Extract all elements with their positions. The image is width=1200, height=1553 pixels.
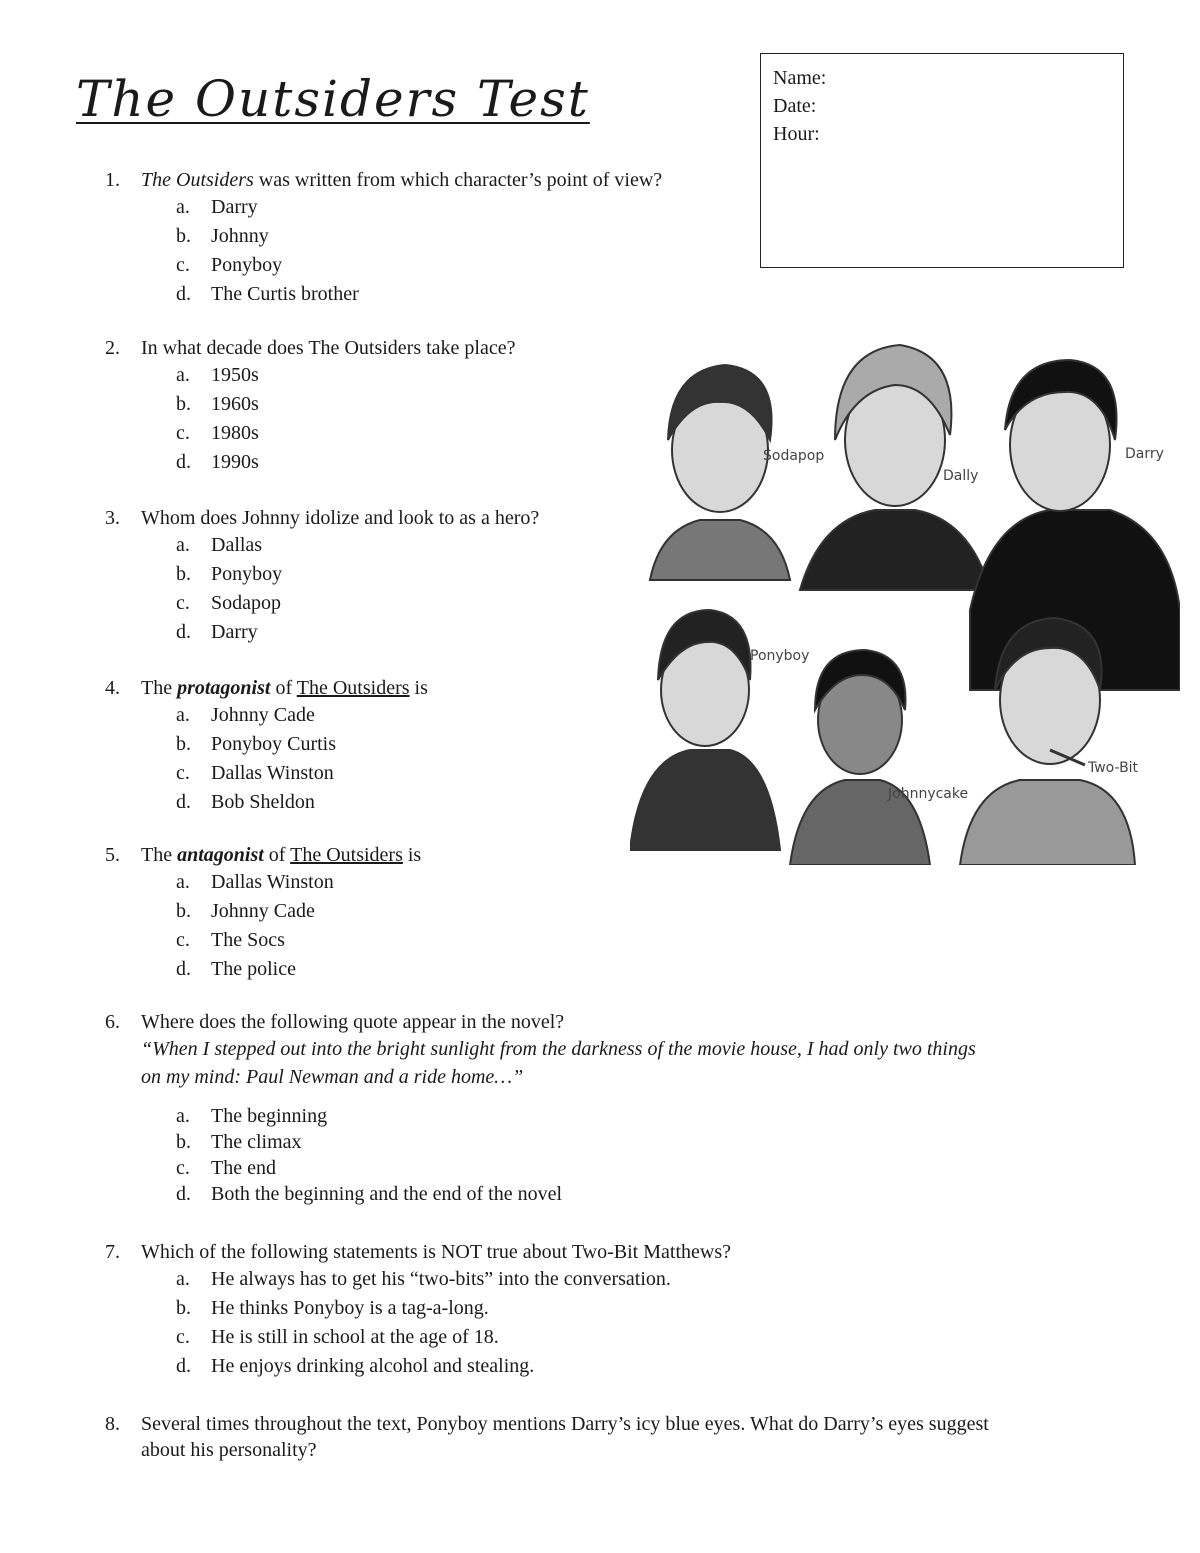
hour-label: Hour: [773,123,820,145]
answer-option: d. Darry [176,621,258,643]
answer-option: a. Johnny Cade [176,704,315,726]
question-5: 5. The antagonist of The Outsiders is a. Dallas Winston b. Johnny Cade c. The Socs d. The police [105,842,421,984]
answer-option: c. Ponyboy [176,254,283,276]
answer-option: a. The beginning [176,1105,328,1127]
answer-option: b. Johnny Cade [176,900,315,922]
question-2: 2. In what decade does The Outsiders take place? a. 1950s b. 1960s c. 1980s d. 1990s [105,335,515,477]
answer-option: a. Dallas [176,534,263,556]
label-johnnycake: Johnnycake [888,786,969,802]
answer-option: c. He is still in school at the age of 18. [176,1326,499,1348]
answer-option: a. Darry [176,196,258,218]
answer-option: d. Both the beginning and the end of the novel [176,1183,563,1205]
label-dally: Dally [943,468,979,484]
question-7: 7. Which of the following statements is NOT true about Two-Bit Matthews? a. He always has to get his “two-bits” into the conversation. b. He thinks Ponyboy is a tag-a-long. c. He is still in school at the age of 18. d. He enjoys drinking alcohol and stealing. [105,1239,731,1381]
date-label: Date: [773,95,817,117]
answer-option: b. Johnny [176,225,269,247]
answer-option: d. The police [176,958,296,980]
answer-option: b. The climax [176,1131,302,1153]
answer-option: c. Sodapop [176,592,281,614]
label-ponyboy: Ponyboy [750,648,810,664]
johnnycake-portrait [790,650,930,865]
answer-option: d. The Curtis brother [176,283,359,305]
quote-line-2: on my mind: Paul Newman and a ride home…” [141,1066,524,1088]
answer-option: c. Dallas Winston [176,762,334,784]
answer-option: d. 1990s [176,451,259,473]
question-6: 6. Where does the following quote appear in the novel? “When I stepped out into the bright sunlight from the darkness of the movie house, I had only two things on my mind: Paul Newman and a ride home…” a. The beginning b. The climax c. The end d. Both the beginning and the end of the novel [105,1011,976,1205]
name-label: Name: [773,67,827,89]
answer-option: b. 1960s [176,393,259,415]
answer-option: c. The end [176,1157,276,1179]
answer-option: a. He always has to get his “two-bits” into the conversation. [176,1268,671,1290]
label-darry: Darry [1125,446,1164,462]
answer-option: b. Ponyboy Curtis [176,733,337,755]
question-1: 1. The Outsiders was written from which character’s point of view? a. Darry b. Johnny c. Ponyboy d. The Curtis brother [105,167,662,309]
answer-option: d. He enjoys drinking alcohol and stealing. [176,1355,535,1377]
student-info-box [760,53,1124,268]
answer-option: a. 1950s [176,364,259,386]
quote-line-1: “When I stepped out into the bright sunlight from the darkness of the movie house, I had only two things [141,1038,976,1060]
answer-option: b. He thinks Ponyboy is a tag-a-long. [176,1297,489,1319]
label-sodapop: Sodapop [763,448,825,464]
answer-option: c. 1980s [176,422,259,444]
answer-option: d. Bob Sheldon [176,791,315,813]
ponyboy-portrait [630,610,780,850]
answer-option: a. Dallas Winston [176,871,334,893]
label-two-bit: Two-Bit [1088,760,1139,776]
question-4: 4. The protagonist of The Outsiders is a. Johnny Cade b. Ponyboy Curtis c. Dallas Winston d. Bob Sheldon [105,675,428,817]
answer-option: c. The Socs [176,929,285,951]
page-title: The Outsiders Test [76,70,590,128]
character-illustration [630,330,1180,865]
sodapop-portrait [650,365,790,580]
question-8: 8. Several times throughout the text, Ponyboy mentions Darry’s icy blue eyes. What do Darry’s eyes suggest about his personality? [105,1413,989,1461]
answer-option: b. Ponyboy [176,563,283,585]
question-3: 3. Whom does Johnny idolize and look to as a hero? a. Dallas b. Ponyboy c. Sodapop d. Darry [105,505,539,647]
